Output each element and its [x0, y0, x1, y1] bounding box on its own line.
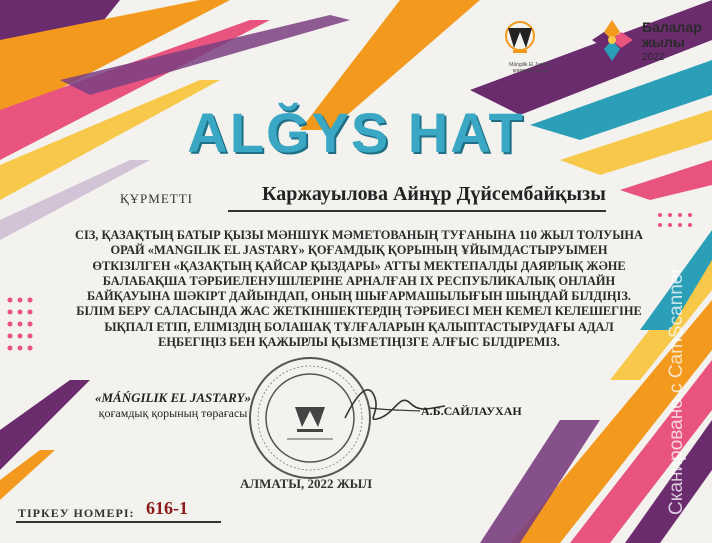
- mangilik-logo-sub: қоғамдық қоры: [512, 68, 548, 74]
- logo-year-line1: Балалар: [642, 19, 702, 35]
- mangilik-logo-name: Máńgilik El Jastary: [509, 62, 551, 68]
- dot-pattern: [658, 213, 692, 227]
- org-name: «MÁŃGILIK EL JASTARY»: [94, 390, 252, 405]
- dot-pattern: [8, 298, 33, 351]
- addressee-name: Каржауылова Айнұр Дүйсембайқызы: [262, 183, 606, 205]
- mangilik-logo-text: [480, 62, 580, 74]
- signer-name: А.Б.САЙЛАУХАН: [421, 404, 522, 418]
- registration-label: ТІРКЕУ НОМЕРІ:: [18, 506, 135, 520]
- children-year-logo-icon: [590, 18, 635, 63]
- certificate-title: ALĞYS HAT: [187, 101, 525, 164]
- stripe: [620, 160, 712, 200]
- addressee: [120, 183, 620, 213]
- place-year: АЛМАТЫ, 2022 ЖЫЛ: [240, 476, 373, 491]
- body-text: СІЗ, ҚАЗАҚТЫҢ БАТЫР ҚЫЗЫ МӘНШҮК МӘМЕТОВАНЫҢ ТУҒАНЫНА 110 ЖЫЛ ТОЛУЫНА ОРАЙ «MANGILIK EL JASTARY» ҚОҒАМДЫҚ ҚОРЫНЫҢ ҰЙЫМДАСТЫРУЫМЕН ӨТКІЗІЛГЕН «ҚАЗАҚТЫҢ ҚАЙСАР ҚЫЗДАРЫ» АТТЫ МЕКТЕПАЛДЫ ДАЯРЛЫҚ ЖӘНЕ БАЛАБАҚША ТӘРБИЕЛЕНУШІЛЕРІНЕ АРНАЛҒАН IX РЕСПУБЛИКАЛЫҚ ОНЛАЙН БАЙҚАУЫНА ШӘКІРТ ДАЙЫНДАП, ОНЫҢ ШЫҒАРМАШЫЛЫҒЫН ШЫҢДАЙ БІЛДІҢІЗ. БІЛІМ БЕРУ САЛАСЫНДА ЖАС ЖЕТКІНШЕКТЕРДІҢ ТӘРБИЕСІ МЕН КЕМЕЛ КЕЛЕШЕГІНЕ ЫҚПАЛ ЕТІП, ЕЛІМІЗДІҢ БОЛАШАҚ ТҰЛҒАЛАРЫН ҚАЛЫПТАСТЫРУДАҒЫ АДАЛ ЕҢБЕГІҢІЗ БЕН ҚАЖЫРЛЫ ҚЫЗМЕТІҢІЗГЕ АЛҒЫС БІЛДІРЕМІЗ.: [75, 228, 643, 350]
- underline: [228, 210, 606, 212]
- org-role: қоғамдық қорының төрағасы: [98, 406, 248, 420]
- registration-number: 616-1: [146, 498, 188, 518]
- underline: [16, 521, 221, 523]
- logo-year-line2: жылы: [642, 34, 685, 50]
- children-year-logo-text: [642, 20, 702, 65]
- logo-year-line3: 2022: [642, 52, 665, 63]
- addressee-label: ҚҰРМЕТТІ: [120, 191, 193, 206]
- scanner-watermark: Сканировано с CamScanner: [666, 267, 687, 515]
